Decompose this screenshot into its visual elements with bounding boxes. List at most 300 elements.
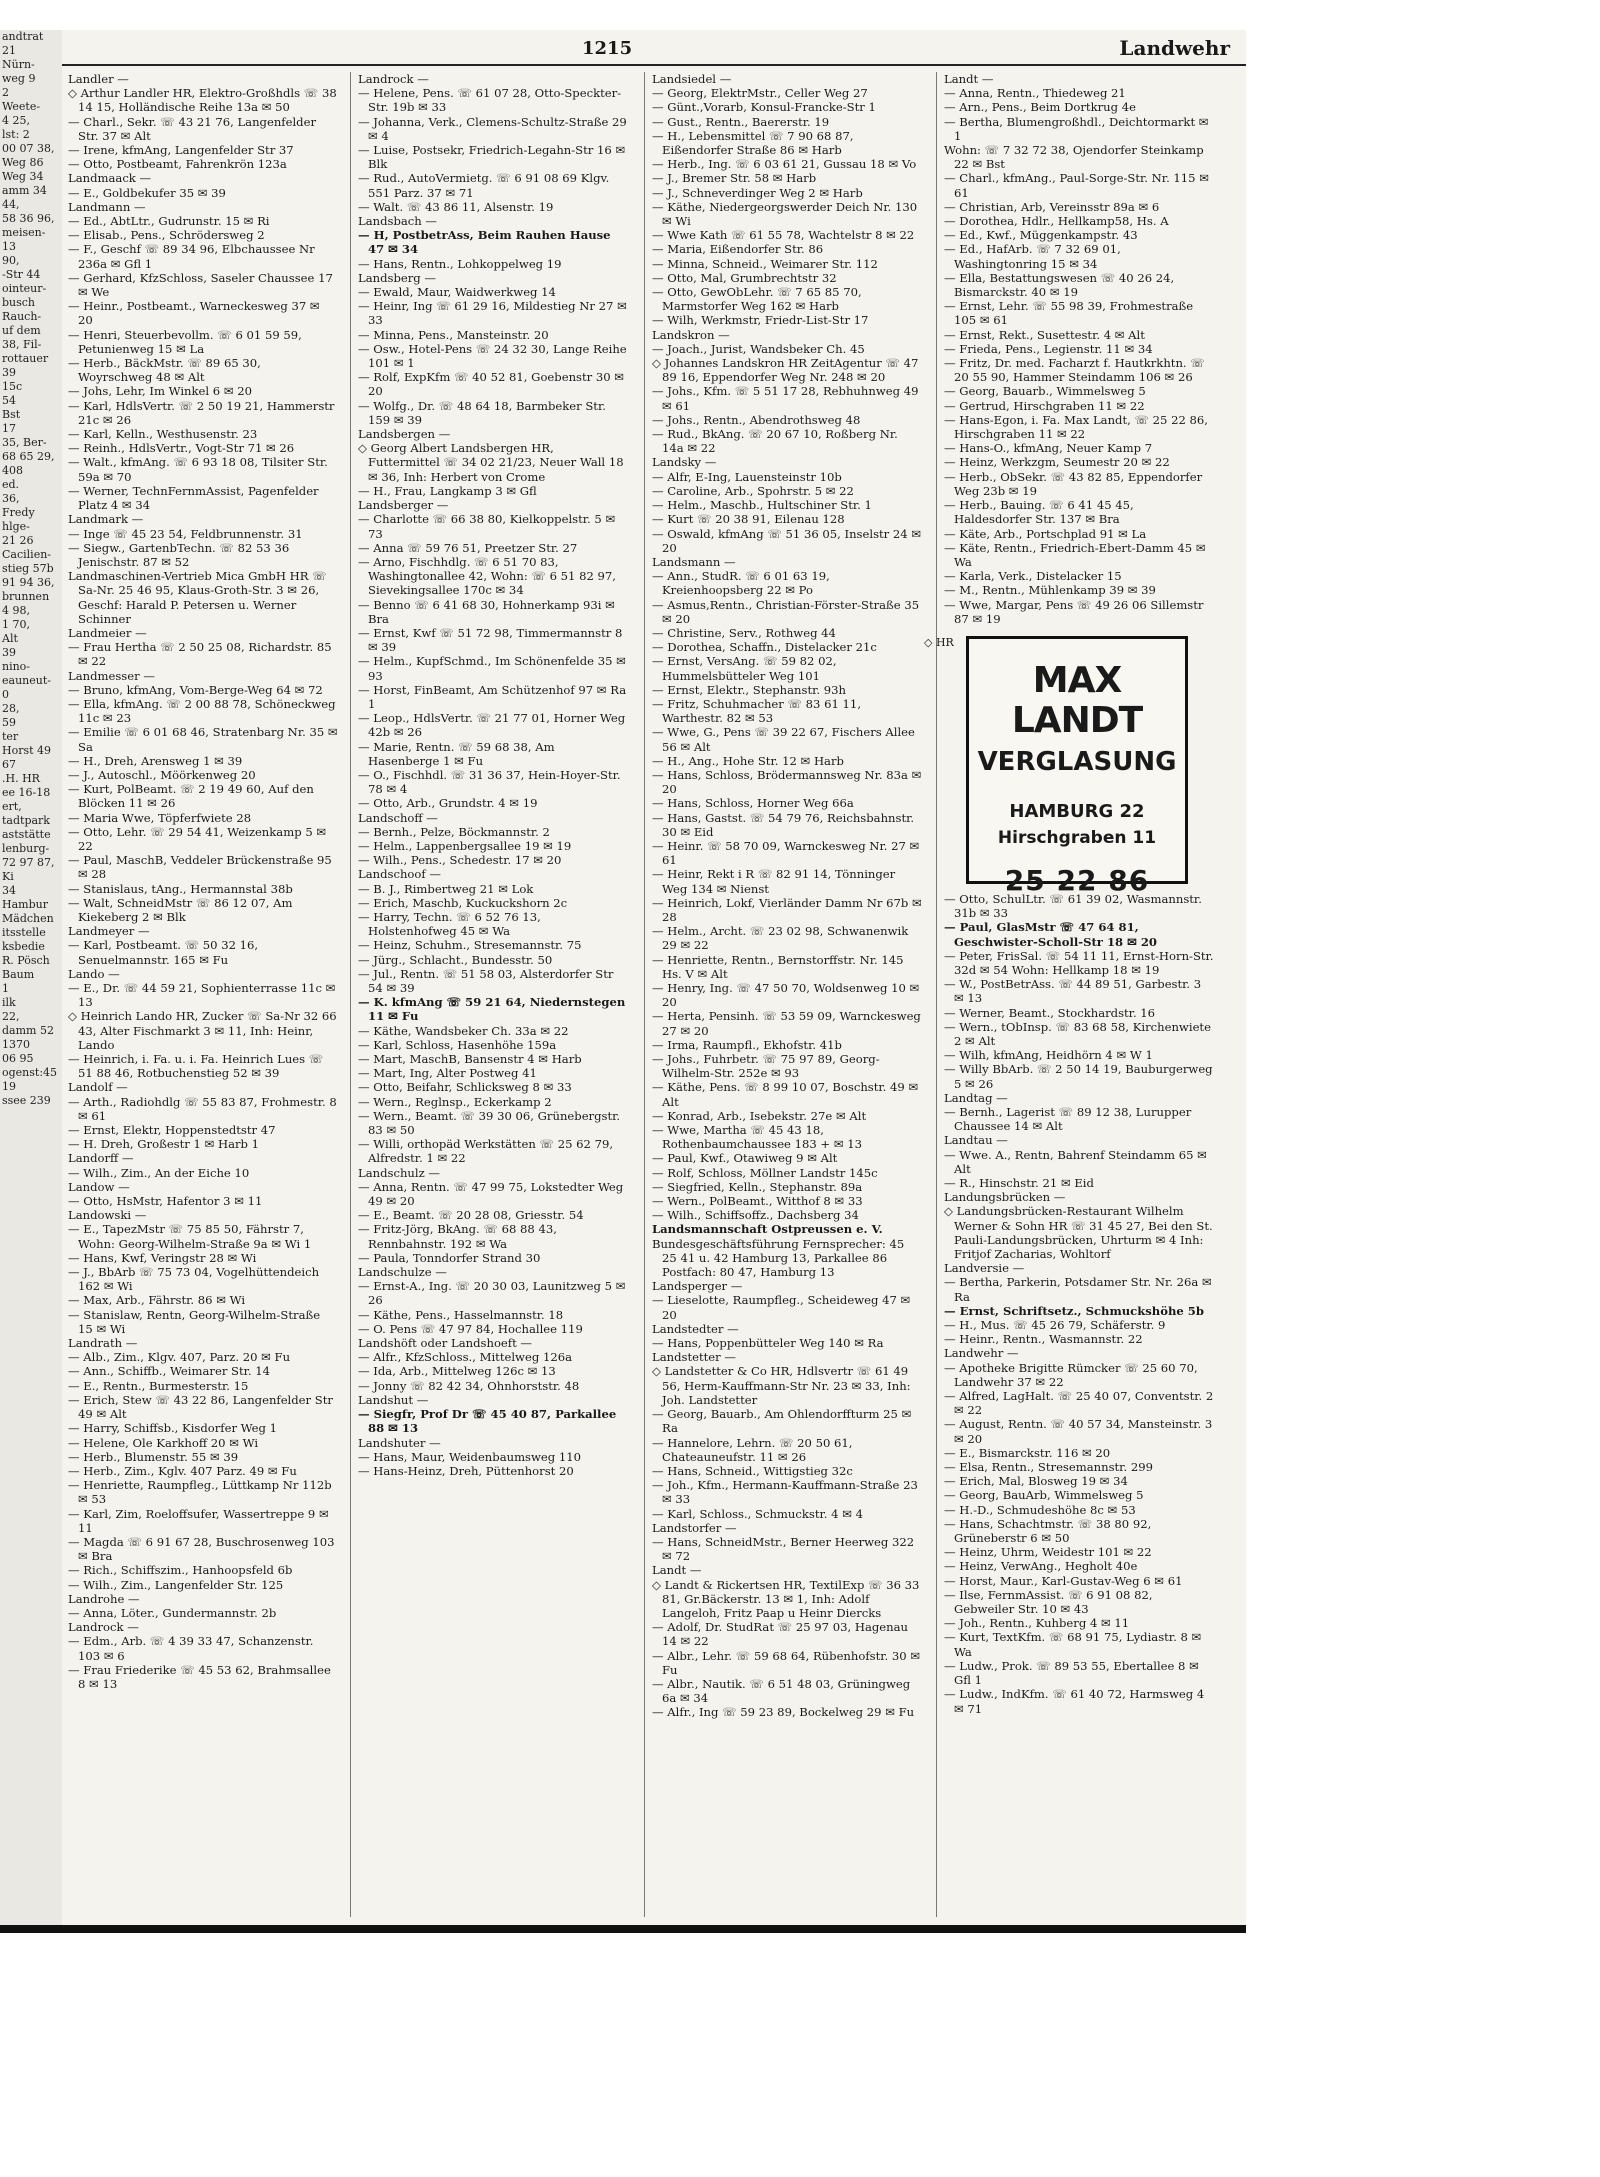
- directory-entry: — E., TapezMstr ☏ 75 85 50, Fährstr 7, Wohn: Georg-Wilhelm-Straße 9a ✉ Wi 1: [68, 1222, 312, 1251]
- directory-entry: ◇ Landungsbrücken-Restaurant Wilhelm Werner & Sohn HR ☏ 31 45 27, Bei den St. Pauli-Landungsbrücken, Uhrturm ✉ 4 Inh: Fritjof Zacharias, Wohltorf: [944, 1204, 1213, 1261]
- surname-heading: Landrock —: [358, 72, 429, 86]
- edge-text: weg 9: [2, 72, 36, 85]
- surname-heading: Landsberg —: [358, 270, 436, 285]
- directory-entry: — Käthe, Niedergeorgswerder Deich Nr. 130 ✉ Wi: [652, 199, 918, 229]
- edge-text: 35, Ber-: [2, 436, 47, 449]
- directory-entry: — Hans, Rentn., Lohkoppelweg 19: [358, 256, 562, 271]
- directory-entry: — Henri, Steuerbevollm. ☏ 6 01 59 59, Petunienweg 15 ✉ La: [68, 327, 302, 356]
- surname-heading: Landsperger —: [652, 1279, 743, 1294]
- edge-text: 2: [2, 86, 9, 99]
- directory-entry: — Fritz, Schuhmacher ☏ 83 61 11, Warthestr. 82 ✉ 53: [652, 696, 861, 726]
- directory-entry: — Otto, Beifahr, Schlicksweg 8 ✉ 33: [358, 1080, 572, 1095]
- directory-entry: — Christian, Arb, Vereinsstr 89a ✉ 6: [944, 199, 1160, 214]
- directory-entry: — Alfr, E-Ing, Lauensteinstr 10b: [652, 469, 842, 484]
- edge-text: Baum: [2, 968, 35, 981]
- directory-entry: — Charl., kfmAng., Paul-Sorge-Str. Nr. 115 ✉ 61: [944, 171, 1209, 200]
- directory-entry: — Hans, Schloss, Horner Weg 66a: [652, 796, 854, 811]
- directory-entry: — H., Dreh, Arensweg 1 ✉ 39: [68, 753, 243, 768]
- directory-entry: — Gerhard, KfzSchloss, Saseler Chaussee 17 ✉ We: [68, 270, 333, 300]
- directory-entry: — Otto, GewObLehr. ☏ 7 65 85 70, Marmstorfer Weg 162 ✉ Harb: [652, 285, 862, 314]
- directory-entry: — Johs., Fuhrbetr. ☏ 75 97 89, Georg-Wilhelm-Str. 252e ✉ 93: [652, 1052, 880, 1081]
- advertisement: [924, 635, 1214, 897]
- directory-entry: — H, PostbetrAss, Beim Rauhen Hause 47 ✉ 34: [358, 228, 611, 257]
- edge-text: 34: [2, 884, 16, 897]
- edge-text: ksbedie: [2, 940, 45, 953]
- directory-entry: — E., Beamt. ☏ 20 28 08, Griesstr. 54: [358, 1208, 584, 1223]
- directory-entry: — Henriette, Rentn., Bernstorffstr. Nr. 145 Hs. V ✉ Alt: [652, 952, 904, 981]
- directory-entry: — Ernst, Kwf ☏ 51 72 98, Timmermannstr 8 ✉ 39: [358, 625, 623, 655]
- edge-text: 44,: [2, 198, 20, 211]
- directory-entry: — Hans, Kwf, Veringstr 28 ✉ Wi: [68, 1250, 257, 1265]
- surname-heading: Landstorfer —: [652, 1520, 737, 1535]
- directory-entry: — Kurt, PolBeamt. ☏ 2 19 49 60, Auf den Blöcken 11 ✉ 26: [68, 782, 314, 811]
- directory-entry: — Ella, Bestattungswesen ☏ 40 26 24, Bismarckstr. 40 ✉ 19: [944, 270, 1175, 300]
- surname-heading: Landrohe —: [68, 1591, 140, 1606]
- directory-entry: ◇ Johannes Landskron HR ZeitAgentur ☏ 47 89 16, Eppendorfer Weg Nr. 248 ✉ 20: [652, 356, 919, 385]
- edge-text: 67: [2, 758, 16, 771]
- edge-text: ter: [2, 730, 19, 743]
- edge-text: Weete-: [2, 100, 41, 113]
- surname-heading: Landorff —: [68, 1151, 134, 1166]
- directory-entry: — Ernst-A., Ing. ☏ 20 30 03, Launitzweg 5 ✉ 26: [358, 1279, 626, 1308]
- directory-entry: — Ludw., Prok. ☏ 89 53 55, Ebertallee 8 ✉ Gfl 1: [944, 1658, 1199, 1688]
- surname-heading: Landsbach —: [358, 214, 438, 229]
- directory-entry: — Bertha, Parkerin, Potsdamer Str. Nr. 26a ✉ Ra: [944, 1275, 1212, 1304]
- edge-text: 39: [2, 646, 16, 659]
- directory-entry: — Rolf, Schloss, Möllner Landstr 145c: [652, 1165, 878, 1180]
- directory-entry: Bundesgeschäftsführung Fernsprecher: 45 25 41 u. 42 Hamburg 13, Parkallee 86 Postfach: 80 47, Hamburg 13: [652, 1236, 905, 1280]
- directory-entry: — Caroline, Arb., Spohrstr. 5 ✉ 22: [652, 483, 854, 498]
- edge-text: uf dem: [2, 324, 41, 337]
- directory-entry: — Max, Arb., Fährstr. 86 ✉ Wi: [68, 1293, 246, 1308]
- directory-entry: — Hans, Schneid., Wittigstieg 32c: [652, 1463, 853, 1478]
- directory-entry: — Hans-Heinz, Dreh, Püttenhorst 20: [358, 1463, 574, 1478]
- directory-entry: — Bernh., Pelze, Böckmannstr. 2: [358, 824, 550, 839]
- directory-entry: — Erich, Maschb, Kuckuckshorn 2c: [358, 895, 568, 910]
- directory-entry: — Peter, FrisSal. ☏ 54 11 11, Ernst-Horn-Str. 32d ✉ 54 Wohn: Hellkamp 18 ✉ 19: [944, 948, 1214, 977]
- directory-entry: — Heinrich, i. Fa. u. i. Fa. Heinrich Lues ☏ 51 88 46, Rotbuchenstieg 52 ✉ 39: [68, 1052, 324, 1081]
- directory-entry: — Herb., Zim., Kglv. 407 Parz. 49 ✉ Fu: [68, 1463, 297, 1478]
- directory-entry: — Maria, Eißendorfer Str. 86: [652, 242, 824, 257]
- edge-text: 408: [2, 464, 23, 477]
- page-number: 1215: [582, 38, 633, 59]
- edge-text: 13: [2, 240, 16, 253]
- directory-entry: — Walt., kfmAng. ☏ 6 93 18 08, Tilsiter Str. 59a ✉ 70: [68, 455, 328, 484]
- directory-entry: — Herb., Bauing. ☏ 6 41 45 45, Haldesdorfer Str. 137 ✉ Bra: [944, 498, 1134, 527]
- directory-entry: — Karl, Postbeamt. ☏ 50 32 16, Senuelmannstr. 165 ✉ Fu: [68, 938, 259, 967]
- edge-text: ilk: [2, 996, 16, 1009]
- edge-text: lenburg-: [2, 842, 50, 855]
- surname-heading: Landmark —: [68, 512, 144, 527]
- edge-text: ogenst:45: [2, 1066, 58, 1079]
- directory-entry: — Karl, Schloss., Schmuckstr. 4 ✉ 4: [652, 1506, 863, 1521]
- surname-heading: Landrock —: [68, 1620, 139, 1635]
- directory-entry: — Bruno, kfmAng, Vom-Berge-Weg 64 ✉ 72: [68, 682, 323, 697]
- edge-text: Ki: [2, 870, 14, 883]
- directory-entry: — Ann., Schiffb., Weimarer Str. 14: [68, 1364, 271, 1379]
- directory-entry: — Käthe, Wandsbeker Ch. 33a ✉ 22: [358, 1023, 569, 1038]
- scan-border: [0, 1925, 1246, 1933]
- directory-entry: — Ed., Kwf., Müggenkampstr. 43: [944, 228, 1138, 243]
- surname-heading: Landmeier —: [68, 625, 147, 640]
- directory-entry: — Alfr., Ing ☏ 59 23 89, Bockelweg 29 ✉ Fu: [652, 1705, 915, 1720]
- surname-heading: Landschoff —: [358, 810, 438, 825]
- edge-text: 19: [2, 1080, 16, 1093]
- directory-entry: — Siegfried, Kelln., Stephanstr. 89a: [652, 1179, 863, 1194]
- directory-entry: — Magda ☏ 6 91 67 28, Buschrosenweg 103 ✉ Bra: [68, 1534, 335, 1564]
- edge-text: 1: [2, 982, 9, 995]
- edge-text: rottauer: [2, 352, 49, 365]
- surname-heading: Landowski —: [68, 1208, 147, 1223]
- directory-entry: — Heinr, Rekt i R ☏ 82 91 14, Tönninger Weg 134 ✉ Nienst: [652, 867, 896, 896]
- directory-entry: — Ann., StudR. ☏ 6 01 63 19, Kreienhoopsberg 22 ✉ Po: [652, 569, 830, 598]
- directory-entry: — Fritz, Dr. med. Facharzt f. Hautkrkhtn. ☏ 20 55 90, Hammer Steindamm 106 ✉ 26: [944, 356, 1205, 385]
- edge-text: stieg 57b: [2, 562, 54, 575]
- directory-entry: — Wern., PolBeamt., Witthof 8 ✉ 33: [652, 1194, 863, 1209]
- directory-entry: — Otto, Arb., Grundstr. 4 ✉ 19: [358, 796, 538, 811]
- directory-entry: — Marie, Rentn. ☏ 59 68 38, Am Hasenberge 1 ✉ Fu: [358, 739, 555, 768]
- directory-entry: — Christine, Serv., Rothweg 44: [652, 625, 836, 640]
- directory-entry: — Heinr., Postbeamt., Warneckesweg 37 ✉ 20: [68, 299, 320, 328]
- directory-entry: — Anna, Löter., Gundermannstr. 2b: [68, 1605, 277, 1620]
- ad-phone: 25 22 86: [1004, 863, 1150, 897]
- directory-entry: — H. Dreh, Großestr 1 ✉ Harb 1: [68, 1137, 260, 1152]
- directory-entry: — Otto, Lehr. ☏ 29 54 41, Weizenkamp 5 ✉ 22: [68, 824, 327, 853]
- column-divider: [350, 72, 351, 1917]
- edge-text: Rauch-: [2, 310, 42, 323]
- edge-text: 72 97 87,: [2, 856, 55, 869]
- directory-entry: — Hans, Gastst. ☏ 54 79 76, Reichsbahnstr. 30 ✉ Eid: [652, 810, 915, 839]
- surname-heading: Landmeyer —: [68, 924, 150, 939]
- directory-entry: — J., Schneverdinger Weg 2 ✉ Harb: [652, 185, 863, 200]
- edge-text: Alt: [2, 632, 18, 645]
- directory-entry: — Karl, Schloss, Hasenhöhe 159a: [358, 1037, 557, 1052]
- edge-text: Weg 86: [2, 156, 44, 169]
- directory-entry: — Helm., Maschb., Hultschiner Str. 1: [652, 498, 872, 513]
- directory-entry: — Asmus,Rentn., Christian-Förster-Straße 35 ✉ 20: [652, 597, 920, 626]
- directory-entry: — W., PostBetrAss. ☏ 44 89 51, Garbestr. 3 ✉ 13: [944, 977, 1202, 1006]
- directory-entry: — Edm., Arb. ☏ 4 39 33 47, Schanzenstr. 103 ✉ 6: [68, 1634, 314, 1663]
- surname-heading: Landschulz —: [358, 1165, 440, 1180]
- directory-entry: — Georg, Bauarb., Am Ohlendorffturm 25 ✉ Ra: [652, 1407, 912, 1436]
- directory-entry: — Henry, Ing. ☏ 47 50 70, Woldsenweg 10 ✉ 20: [652, 981, 920, 1010]
- directory-entry: — E., Bismarckstr. 116 ✉ 20: [944, 1445, 1111, 1460]
- directory-entry: — Herb., Blumenstr. 55 ✉ 39: [68, 1449, 239, 1464]
- directory-entry: — Harry, Techn. ☏ 6 52 76 13, Holstenhofweg 45 ✉ Wa: [358, 909, 541, 939]
- edge-text: Mädchen: [2, 912, 54, 925]
- surname-heading: Landshuter —: [358, 1435, 441, 1450]
- surname-heading: Landstedter —: [652, 1321, 739, 1336]
- surname-heading: Landtag —: [944, 1090, 1008, 1105]
- directory-entry: — Frau Friederike ☏ 45 53 62, Brahmsallee 8 ✉ 13: [68, 1662, 331, 1691]
- surname-heading: Landskron —: [652, 327, 730, 342]
- directory-entry: — Wern., Beamt. ☏ 39 30 06, Grünebergstr. 83 ✉ 50: [358, 1108, 621, 1138]
- directory-entry: — Horst, Maur., Karl-Gustav-Weg 6 ✉ 61: [944, 1573, 1183, 1588]
- edge-text: 90,: [2, 254, 20, 267]
- edge-text: Nürn-: [2, 58, 35, 71]
- directory-entry: — Apotheke Brigitte Rümcker ☏ 25 60 70, Landwehr 37 ✉ 22: [944, 1360, 1198, 1389]
- directory-entry: — Käte, Rentn., Friedrich-Ebert-Damm 45 ✉ Wa: [944, 540, 1206, 569]
- surname-heading: Landversie —: [944, 1261, 1025, 1276]
- directory-entry: — Osw., Hotel-Pens ☏ 24 32 30, Lange Reihe 101 ✉ 1: [358, 341, 627, 371]
- directory-entry: — Ernst, VersAng. ☏ 59 82 02, Hummelsbütteler Weg 101: [652, 654, 837, 683]
- directory-entry: — Rolf, ExpKfm ☏ 40 52 81, Goebenstr 30 ✉ 20: [358, 370, 625, 399]
- directory-entry: — Gertrud, Hirschgraben 11 ✉ 22: [944, 398, 1145, 413]
- directory-entry: — Hans, SchneidMstr., Berner Heerweg 322 ✉ 72: [652, 1534, 915, 1564]
- directory-entry: — Heinz, VerwAng., Hegholt 40e: [944, 1559, 1138, 1574]
- directory-entry: — Alb., Zim., Klgv. 407, Parz. 20 ✉ Fu: [68, 1350, 291, 1365]
- column-divider: [644, 72, 645, 1917]
- directory-entry: — Heinrich, Lokf, Vierländer Damm Nr 67b ✉ 28: [652, 895, 922, 924]
- directory-entry: — Wilh., Zim., An der Eiche 10: [68, 1165, 250, 1180]
- directory-entry: — Frieda, Pens., Legienstr. 11 ✉ 34: [944, 341, 1153, 356]
- directory-entry: — Ewald, Maur, Waidwerkweg 14: [358, 285, 556, 300]
- edge-text: nino-: [2, 660, 31, 673]
- edge-text: 91 94 36,: [2, 576, 55, 589]
- directory-entry: — Stanislaw, Rentn, Georg-Wilhelm-Straße 15 ✉ Wi: [68, 1307, 321, 1336]
- running-head: Landwehr: [1119, 36, 1230, 60]
- directory-entry: — Horst, FinBeamt, Am Schützenhof 97 ✉ Ra 1: [358, 682, 627, 711]
- directory-entry: — Inge ☏ 45 23 54, Feldbrunnenstr. 31: [68, 526, 303, 541]
- scan-margin: [1246, 0, 1600, 2177]
- column-2: [358, 72, 628, 1478]
- surname-heading: Landtau —: [944, 1133, 1008, 1148]
- ad-street: Hirschgraben 11: [997, 827, 1157, 848]
- surname-heading: Landshut —: [358, 1392, 429, 1407]
- directory-entry: — Otto, SchulLtr. ☏ 61 39 02, Wasmannstr. 31b ✉ 33: [944, 891, 1202, 921]
- directory-entry: — Käte, Arb., Portschplad 91 ✉ La: [944, 526, 1147, 541]
- directory-entry: — H., Ang., Hohe Str. 12 ✉ Harb: [652, 753, 844, 768]
- edge-text: ed.: [2, 478, 20, 491]
- directory-entry: — Irma, Raumpfl., Ekhofstr. 41b: [652, 1037, 842, 1052]
- directory-entry: — Karl, Zim, Roeloffsufer, Wassertreppe 9 ✉ 11: [68, 1506, 329, 1535]
- directory-entry: — Mart, MaschB, Bansenstr 4 ✉ Harb: [358, 1052, 582, 1067]
- surname-heading: Landsiedel —: [652, 72, 732, 86]
- directory-entry: — Ilse, FernmAssist. ☏ 6 91 08 82, Gebweiler Str. 10 ✉ 43: [944, 1587, 1153, 1617]
- edge-text: brunnen: [2, 590, 50, 603]
- directory-entry: — Heinr., Rentn., Wasmannstr. 22: [944, 1332, 1143, 1347]
- directory-entry: — Karla, Verk., Distelacker 15: [944, 569, 1122, 584]
- ad-box: [966, 636, 1188, 897]
- directory-entry: — Walt, SchneidMstr ☏ 86 12 07, Am Kiekeberg 2 ✉ Blk: [68, 895, 293, 924]
- directory-entry: — Ernst, Rekt., Susettestr. 4 ✉ Alt: [944, 327, 1145, 342]
- edge-text: lst: 2: [2, 128, 30, 141]
- edge-text: 38, Fil-: [2, 338, 42, 351]
- directory-entry: — Wern., Reglnsp., Eckerkamp 2: [358, 1094, 552, 1109]
- surname-heading: Lando —: [68, 966, 120, 981]
- header-rule: [62, 64, 1246, 66]
- edge-text: 68 65 29,: [2, 450, 55, 463]
- edge-text: Cacilien-: [2, 548, 52, 561]
- directory-entry: — Johs., Rentn., Abendrothsweg 48: [652, 412, 861, 427]
- directory-entry: — Herta, Pensinh. ☏ 53 59 09, Warnckesweg 27 ✉ 20: [652, 1009, 921, 1038]
- directory-entry: — Stanislaus, tAng., Hermannstal 38b: [68, 881, 293, 896]
- edge-text: 39: [2, 366, 16, 379]
- directory-entry: — Harry, Schiffsb., Kisdorfer Weg 1: [68, 1421, 277, 1436]
- edge-text: tadtpark: [2, 814, 50, 827]
- directory-entry: — Maria Wwe, Töpferfwiete 28: [68, 810, 252, 825]
- directory-entry: — Helm., KupfSchmd., Im Schönenfelde 35 ✉ 93: [358, 654, 626, 683]
- directory-entry: — Paul, Kwf., Otawiweg 9 ✉ Alt: [652, 1151, 838, 1166]
- directory-entry: — Werner, Beamt., Stockhardstr. 16: [944, 1005, 1156, 1020]
- directory-entry: ◇ Georg Albert Landsbergen HR, Futtermittel ☏ 34 02 21/23, Neuer Wall 18 ✉ 36, Inh: Herbert von Crome: [358, 441, 624, 484]
- directory-entry: — Heinz, Uhrm, Weidestr 101 ✉ 22: [944, 1545, 1152, 1560]
- edge-text: 4 25,: [2, 114, 30, 127]
- directory-entry: — Wern., tObInsp. ☏ 83 68 58, Kirchenwiete 2 ✉ Alt: [944, 1019, 1211, 1048]
- directory-entry: — Kurt, TextKfm. ☏ 68 91 75, Lydiastr. 8 ✉ Wa: [944, 1630, 1202, 1659]
- edge-text: 21 26: [2, 534, 34, 547]
- edge-text: amm 34: [2, 184, 47, 197]
- surname-heading: Landwehr —: [944, 1346, 1019, 1361]
- directory-entry: — Joach., Jurist, Wandsbeker Ch. 45: [652, 341, 865, 356]
- ad-marker: ◇ HR: [924, 635, 954, 649]
- directory-entry: — Bertha, Blumengroßhdl., Deichtormarkt ✉ 1: [944, 114, 1209, 143]
- surname-heading: Landmesser —: [68, 668, 155, 683]
- edge-text: Horst 49: [2, 744, 52, 757]
- directory-entry: — R., Hinschstr. 21 ✉ Eid: [944, 1175, 1094, 1190]
- edge-text: 54: [2, 394, 16, 407]
- directory-entry: — Hans-Egon, i. Fa. Max Landt, ☏ 25 22 86, Hirschgraben 11 ✉ 22: [944, 412, 1208, 442]
- directory-entry: — Heinr. ☏ 58 70 09, Warnckesweg Nr. 27 ✉ 61: [652, 838, 920, 868]
- ad-trade: VERGLASUNG: [977, 746, 1177, 777]
- directory-entry: — Herb., Ing. ☏ 6 03 61 21, Gussau 18 ✉ Vo: [652, 157, 917, 172]
- directory-entry: — Siegw., GartenbTechn. ☏ 82 53 36 Jenischstr. 87 ✉ 52: [68, 540, 290, 569]
- directory-entry: — E., Rentn., Burmesterstr. 15: [68, 1378, 249, 1393]
- directory-entry: — Karl, HdlsVertr. ☏ 2 50 19 21, Hammerstr 21c ✉ 26: [68, 398, 335, 427]
- surname-heading: Landrath —: [68, 1336, 138, 1351]
- directory-entry: — Arth., Radiohdlg ☏ 55 83 87, Frohmestr. 8 ✉ 61: [68, 1094, 337, 1123]
- directory-entry: — Benno ☏ 6 41 68 30, Hohnerkamp 93i ✉ Bra: [358, 597, 615, 626]
- directory-entry: — Otto, Postbeamt, Fahrenkrön 123a: [68, 157, 287, 172]
- directory-entry: — E., Goldbekufer 35 ✉ 39: [68, 185, 226, 200]
- directory-entry: — O. Pens ☏ 47 97 84, Hochallee 119: [358, 1321, 583, 1336]
- directory-entry: — Jonny ☏ 82 42 34, Ohnhorststr. 48: [358, 1378, 580, 1393]
- page-header: [62, 30, 1246, 68]
- directory-entry: — Arn., Pens., Beim Dortkrug 4e: [944, 100, 1136, 115]
- directory-entry: Landmaschinen-Vertrieb Mica GmbH HR ☏ Sa-Nr. 25 46 95, Klaus-Groth-Str. 3 ✉ 26, Geschf: Harald P. Petersen u. Werner Schinner: [68, 569, 327, 626]
- directory-entry: — Dorothea, Schaffn., Distelacker 21c: [652, 640, 877, 655]
- directory-entry: — H.-D., Schmudeshöhe 8c ✉ 53: [944, 1502, 1136, 1517]
- edge-text: andtrat: [2, 30, 44, 43]
- surname-heading: Landsbergen —: [358, 427, 451, 442]
- edge-text: aststätte: [2, 828, 51, 841]
- edge-text: 28,: [2, 702, 20, 715]
- directory-entry: — Elsa, Rentn., Stresemannstr. 299: [944, 1460, 1153, 1475]
- directory-entry: — Ludw., IndKfm. ☏ 61 40 72, Harmsweg 4 ✉ 71: [944, 1687, 1205, 1716]
- directory-entry: — Willy BbArb. ☏ 2 50 14 19, Bauburgerweg 5 ✉ 26: [944, 1062, 1213, 1091]
- surname-heading: Landt —: [652, 1563, 702, 1578]
- directory-entry: — Luise, Postsekr, Friedrich-Legahn-Str 16 ✉ Blk: [358, 143, 626, 172]
- directory-entry: — Walt. ☏ 43 86 11, Alsenstr. 19: [358, 199, 554, 214]
- surname-heading: Landsmann —: [652, 554, 736, 569]
- directory-entry: — Hans, Schachtmstr. ☏ 38 80 92, Grüneberstr 6 ✉ 50: [944, 1516, 1152, 1546]
- directory-entry: — Ed., HafArb. ☏ 7 32 69 01, Washingtonring 15 ✉ 34: [944, 242, 1121, 271]
- directory-entry: — Günt.,Vorarb, Konsul-Francke-Str 1: [652, 100, 876, 115]
- directory-entry: — Arno, Fischhdlg. ☏ 6 51 70 83, Washingtonallee 42, Wohn: ☏ 6 51 82 97, Sievekingsallee 170c ✉ 34: [358, 554, 616, 598]
- directory-entry: ◇ Landt & Rickertsen HR, TextilExp ☏ 36 33 81, Gr.Bäckerstr. 13 ✉ 1, Inh: Adolf Langeloh, Fritz Paap u Heinr Diercks: [652, 1577, 920, 1620]
- directory-entry: — Werner, TechnFernmAssist, Pagenfelder Platz 4 ✉ 34: [68, 483, 319, 513]
- directory-entry: — M., Rentn., Mühlenkamp 39 ✉ 39: [944, 583, 1156, 598]
- surname-heading: Landow —: [68, 1179, 130, 1194]
- column-4: [924, 72, 1214, 1716]
- edge-text: -Str 44: [2, 268, 41, 281]
- directory-entry: — Heinr, Ing ☏ 61 29 16, Mildestieg Nr 27 ✉ 33: [358, 299, 627, 328]
- directory-entry: — Oswald, kfmAng ☏ 51 36 05, Inselstr 24 ✉ 20: [652, 526, 922, 555]
- directory-entry: — Anna, Rentn. ☏ 47 99 75, Lokstedter Weg 49 ✉ 20: [358, 1179, 624, 1209]
- edge-text: Fredy: [2, 506, 35, 519]
- ad-company-name: MAX LANDT: [1011, 659, 1143, 741]
- directory-entry: — Fritz-Jörg, BkAng. ☏ 68 88 43, Rennbahnstr. 192 ✉ Wa: [358, 1222, 557, 1251]
- directory-entry: — Johanna, Verk., Clemens-Schultz-Straße 29 ✉ 4: [358, 114, 627, 143]
- directory-entry: — Irene, kfmAng, Langenfelder Str 37: [68, 143, 294, 158]
- directory-entry: — Rud., AutoVermietg. ☏ 6 91 08 69 Klgv. 551 Parz. 37 ✉ 71: [358, 171, 610, 200]
- edge-text: meisen-: [2, 226, 46, 239]
- edge-text: 21: [2, 44, 16, 57]
- directory-entry: — Lieselotte, Raumpfleg., Scheideweg 47 ✉ 20: [652, 1293, 911, 1322]
- directory-entry: — J., Autoschl., Möörkenweg 20: [68, 767, 256, 782]
- directory-entry: — K. kfmAng ☏ 59 21 64, Niedernstegen 11 ✉ Fu: [358, 995, 626, 1024]
- surname-heading: Landstetter —: [652, 1350, 736, 1365]
- directory-entry: — Joh., Rentn., Kuhberg 4 ✉ 11: [944, 1616, 1130, 1631]
- directory-entry: — Adolf, Dr. StudRat ☏ 25 97 03, Hagenau 14 ✉ 22: [652, 1620, 909, 1649]
- directory-entry: — Willi, orthopäd Werkstätten ☏ 25 62 79, Alfredstr. 1 ✉ 22: [358, 1137, 614, 1166]
- directory-entry: — Hans, Poppenbütteler Weg 140 ✉ Ra: [652, 1336, 884, 1351]
- directory-entry: — Wilh., Pens., Schedestr. 17 ✉ 20: [358, 853, 562, 868]
- edge-text: ssee 239: [2, 1094, 51, 1107]
- directory-entry: — Helene, Pens. ☏ 61 07 28, Otto-Speckter-Str. 19b ✉ 33: [358, 86, 622, 115]
- directory-entry: ◇ Landstetter & Co HR, Hdlsvertr ☏ 61 49 56, Herm-Kauffmann-Str Nr. 23 ✉ 33, Inh: Joh. Landstetter: [652, 1364, 911, 1407]
- directory-entry: — Käthe, Pens., Hasselmannstr. 18: [358, 1307, 564, 1322]
- directory-entry: — Joh., Kfm., Hermann-Kauffmann-Straße 23 ✉ 33: [652, 1478, 918, 1507]
- directory-entry: — Wilh., Schiffsoffz., Dachsberg 34: [652, 1208, 859, 1223]
- edge-text: 00 07 38,: [2, 142, 55, 155]
- directory-entry: — Wilh., Zim., Langenfelder Str. 125: [68, 1577, 284, 1592]
- adjacent-page-edge: [0, 30, 64, 1925]
- directory-entry: — F., Geschf ☏ 89 34 96, Elbchaussee Nr 236a ✉ Gfl 1: [68, 242, 315, 271]
- edge-text: ert,: [2, 800, 22, 813]
- directory-entry: — Georg, BauArb, Wimmelsweg 5: [944, 1488, 1144, 1503]
- directory-entry: — Wwe, Margar, Pens ☏ 49 26 06 Sillemstr 87 ✉ 19: [944, 597, 1204, 626]
- directory-entry: — Hannelore, Lehrn. ☏ 20 50 61, Chateauneufstr. 11 ✉ 26: [652, 1435, 853, 1464]
- edge-text: itsstelle: [2, 926, 46, 939]
- directory-entry: — Wilh, kfmAng, Heidhörn 4 ✉ W 1: [944, 1048, 1153, 1063]
- directory-entry: — B. J., Rimbertweg 21 ✉ Lok: [358, 881, 534, 896]
- edge-text: damm 52: [2, 1024, 54, 1037]
- directory-entry: — Wwe Kath ☏ 61 55 78, Wachtelstr 8 ✉ 22: [652, 228, 915, 243]
- directory-entry: — Erich, Mal, Blosweg 19 ✉ 34: [944, 1474, 1128, 1489]
- directory-entry: — Alfred, LagHalt. ☏ 25 40 07, Conventstr. 2 ✉ 22: [944, 1389, 1214, 1418]
- edge-text: 22,: [2, 1010, 20, 1023]
- directory-entry: — Ernst, Schriftsetz., Schmuckshöhe 5b: [944, 1303, 1204, 1318]
- column-1: [68, 72, 338, 1691]
- directory-entry: — Ed., AbtLtr., Gudrunstr. 15 ✉ Ri: [68, 214, 270, 229]
- edge-text: 36,: [2, 492, 20, 505]
- directory-entry: — Anna ☏ 59 76 51, Preetzer Str. 27: [358, 540, 578, 555]
- directory-entry: — Albr., Nautik. ☏ 6 51 48 03, Grüningweg 6a ✉ 34: [652, 1676, 911, 1706]
- surname-heading: Landshöft oder Landshoeft —: [358, 1336, 533, 1351]
- directory-entry: — Gust., Rentn., Baererstr. 19: [652, 114, 830, 129]
- directory-entry: — Paul, GlasMstr ☏ 47 64 81, Geschwister-Scholl-Str 18 ✉ 20: [944, 920, 1157, 949]
- directory-entry: — Hans, Maur, Weidenbaumsweg 110: [358, 1449, 582, 1464]
- directory-entry: — Reinh., HdlsVertr., Vogt-Str 71 ✉ 26: [68, 441, 295, 456]
- directory-entry: — O., Fischhdl. ☏ 31 36 37, Hein-Hoyer-Str. 78 ✉ 4: [358, 767, 621, 797]
- directory-entry: — Bernh., Lagerist ☏ 89 12 38, Lurupper Chaussee 14 ✉ Alt: [944, 1104, 1192, 1134]
- edge-text: 15c: [2, 380, 23, 393]
- directory-entry: — Otto, Mal, Grumbrechtstr 32: [652, 270, 837, 285]
- directory-entry: — Minna, Pens., Mansteinstr. 20: [358, 327, 549, 342]
- directory-entry: — H., Frau, Langkamp 3 ✉ Gfl: [358, 483, 537, 498]
- surname-heading: Landsky —: [652, 455, 717, 470]
